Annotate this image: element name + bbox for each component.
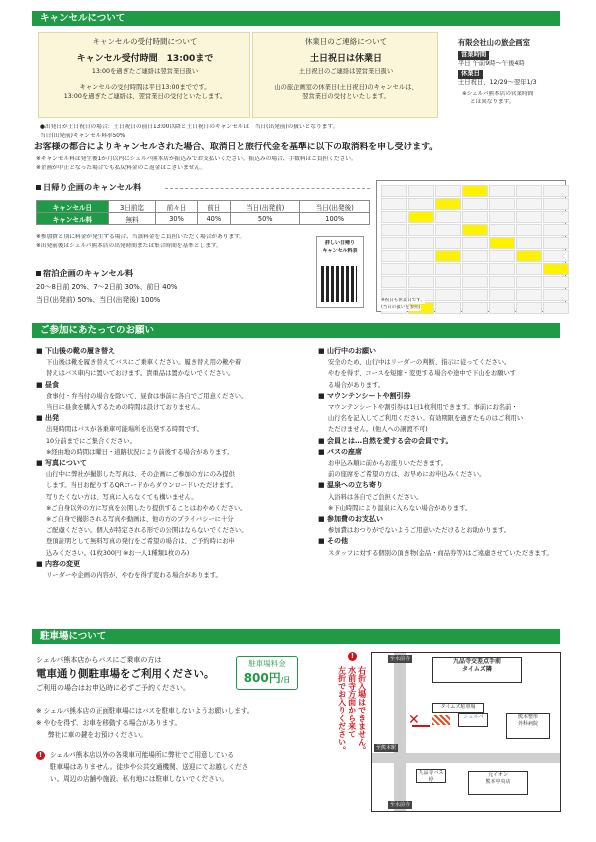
road-label-bottom: 至水前寺 bbox=[390, 802, 411, 808]
notice-item-line: 入浴料は各自でご負担ください。 bbox=[328, 493, 423, 501]
parking-fee-unit: /日 bbox=[280, 676, 291, 684]
calendar-cell bbox=[543, 211, 569, 223]
fee-header-0: キャンセル日 bbox=[37, 201, 109, 213]
road-vertical bbox=[394, 653, 406, 811]
road-label-top: 至水前寺 bbox=[390, 656, 411, 662]
day-trip-title-text: 日帰り企画のキャンセル料 bbox=[43, 182, 142, 192]
notice-item-title: ■ 会員とは…自然を愛する会の会員です。 bbox=[318, 436, 453, 445]
closed-days: 土日祝日、12/29〜翌年1/3 bbox=[458, 79, 537, 86]
aeon-line2: 熊本中央店 bbox=[485, 778, 511, 785]
notice-item-line: ※ご自身以外の方に写真を公開したり提供することはおやめください。 bbox=[46, 504, 247, 512]
calendar-cell bbox=[435, 263, 461, 275]
notice-item-line: 安全のため、山行中はリーダーの判断、指示に従ってください。 bbox=[328, 359, 511, 367]
parking-section-header: 駐車場について bbox=[32, 629, 560, 644]
calendar-cell bbox=[462, 185, 488, 197]
map-note-1: 右折入場はできません。 bbox=[357, 666, 367, 754]
calendar-cell bbox=[435, 211, 461, 223]
fee-value-2: 40% bbox=[197, 213, 230, 225]
calendar-cell bbox=[516, 198, 542, 210]
calendar-cell bbox=[381, 211, 407, 223]
parking-fee-line bbox=[237, 670, 297, 686]
calendar-cell bbox=[462, 198, 488, 210]
calendar-note1: ※祝日も休業日です。 bbox=[381, 298, 425, 303]
holiday-box bbox=[252, 32, 438, 118]
calendar-cell bbox=[516, 302, 542, 314]
arrow-mark bbox=[412, 725, 430, 727]
holiday-main: 土日祝日は休業日 bbox=[309, 54, 382, 64]
notice-item-title: ■ 参加費のお支払い bbox=[318, 515, 384, 524]
calendar-cell bbox=[408, 237, 434, 249]
calendar-cell bbox=[543, 302, 569, 314]
notice-item-line: 登頂証明として無料写真の発行をご希望の場合は、ご予約時にお申 bbox=[46, 538, 235, 546]
reception-title: キャンセルの受付時間について bbox=[92, 37, 198, 46]
departure-note1: ●出発日が土日祝日の場合：土日祝日の前日13:00以降と土日祝日のキャンセルは 当日(出発前)の扱いとなります。 bbox=[40, 124, 339, 130]
notice-item-line: 出発時間はバスが各乗車可能場所を出発する時間です。 bbox=[46, 426, 203, 434]
holiday-sub: 土日祝日のご連絡は翌営業日扱い bbox=[298, 68, 394, 75]
day-trip-fee-table bbox=[36, 200, 370, 225]
warn-line3: い。周辺の店舗や施設、私有地には駐車しないでください。 bbox=[50, 775, 229, 783]
notice-item-title: ■ 昼食 bbox=[36, 380, 60, 389]
warn-line2: 駐車場はありません。徒歩や公共交通機関、送迎にてお越しくださ bbox=[50, 763, 249, 771]
notice-item-line: 替えはバス車内に置いておけます。貴重品は置かないでください。 bbox=[46, 370, 235, 378]
notice-right-column bbox=[318, 346, 563, 616]
notice-item-line: ※経由地の時間は曜日・道路状況により前後する場合があります。 bbox=[46, 448, 234, 456]
calendar-cell bbox=[516, 289, 542, 301]
calendar-cell bbox=[489, 302, 515, 314]
reception-note2: 13:00を過ぎたご連絡は、翌営業日の受付といたします。 bbox=[63, 93, 227, 100]
calendar-cell bbox=[489, 250, 515, 262]
calendar-cell bbox=[489, 237, 515, 249]
parking-note2: ※ やむを得ず、お車を移動する場合があります。 bbox=[36, 719, 182, 727]
lead-note2: ※企画が中止となった場合でも払戻料金のご返金はございません。 bbox=[36, 165, 207, 171]
notice-left-column bbox=[36, 346, 306, 616]
parking-warning bbox=[36, 751, 366, 783]
calendar-cell bbox=[516, 250, 542, 262]
company-info bbox=[452, 36, 562, 126]
calendar-cell bbox=[543, 185, 569, 197]
fee-header-3: 前日 bbox=[197, 201, 230, 213]
notice-item-line: 参加費はおつりがでないようご用意いただけるとお助かります。 bbox=[328, 527, 511, 535]
notice-item-title: ■ マウンテンシートや割引券 bbox=[318, 391, 411, 400]
fee-value-1: 30% bbox=[156, 213, 197, 225]
calendar-cell bbox=[408, 185, 434, 197]
notice-item-line: 写りたくない方は、写真に入らなくても構いません。 bbox=[46, 493, 198, 501]
calendar-cell bbox=[381, 224, 407, 236]
notice-item-line: します。当日お配りするQRコードからダウンロードいただけます。 bbox=[46, 482, 237, 490]
calendar-cell bbox=[543, 198, 569, 210]
calendar-cell bbox=[516, 185, 542, 197]
parking-main: 電車通り側駐車場をご利用ください。 bbox=[36, 668, 215, 680]
notice-item-line: 下山後は靴を履き替えてバスにご乗車ください。履き替え用の靴や着 bbox=[46, 359, 242, 367]
reception-main: キャンセル受付時間 13:00まで bbox=[76, 54, 214, 64]
company-note2: とは異なります。 bbox=[470, 99, 515, 105]
parking-note1: ※ シェルパ熊本店の正面駐車場にはバスを駐車しないようお願いします。 bbox=[36, 707, 254, 715]
callout-line2: タイムズ隣 bbox=[462, 665, 492, 673]
parking-map bbox=[371, 652, 561, 812]
company-name: 有限会社山の旅企画室 bbox=[458, 38, 530, 47]
parking-fee: 800円 bbox=[243, 671, 281, 685]
departure-note2: 当日(出発前)キャンセル料率50% bbox=[40, 133, 126, 139]
calendar-cell bbox=[543, 224, 569, 236]
stay-line2: 当日(出発前) 50%、当日(出発後) 100% bbox=[36, 296, 161, 304]
notice-section-header: ご参加にあたってのお願い bbox=[32, 323, 560, 338]
lead-note1: ※キャンセル料は発生後1か月以内にシェルパ熊本店か振込みでお支払いください。振込みの場合、手数料はご負担ください。 bbox=[36, 156, 357, 162]
calendar-cell bbox=[543, 276, 569, 288]
calendar-cell bbox=[489, 224, 515, 236]
holiday-title: 休業日のご連絡について bbox=[304, 37, 388, 46]
notice-item-line: リーダーや企画の内容が、やむを得ず変わる場合があります。 bbox=[46, 572, 222, 580]
calendar-cell bbox=[408, 224, 434, 236]
calendar-cell bbox=[435, 289, 461, 301]
warning-icon: ! bbox=[36, 751, 45, 760]
calendar-cell bbox=[435, 276, 461, 288]
calendar-cell bbox=[516, 224, 542, 236]
map-note bbox=[336, 652, 370, 812]
parking-line3: ご利用の場合はお申込時に必ずご予約ください。 bbox=[36, 684, 190, 692]
calendar-cell bbox=[435, 185, 461, 197]
shelpa-store: シェルパ bbox=[458, 713, 488, 727]
notice-item-title: ■ 内容の変更 bbox=[36, 559, 81, 568]
hours-label: 営業時間 bbox=[458, 51, 489, 60]
fee-header-2: 前々日 bbox=[156, 201, 197, 213]
closed-label: 休業日 bbox=[458, 70, 483, 79]
calendar-grid bbox=[381, 185, 569, 314]
fee-value-4: 100% bbox=[300, 213, 370, 225]
calendar-cell bbox=[381, 263, 407, 275]
calendar-cell bbox=[489, 185, 515, 197]
calendar-cell bbox=[435, 250, 461, 262]
holiday-note2: 翌営業日の受付といたします。 bbox=[302, 93, 390, 100]
calendar-cell bbox=[489, 198, 515, 210]
calendar-cell bbox=[408, 263, 434, 275]
fee-value-3: 50% bbox=[230, 213, 299, 225]
aeon-line1: 元イオン bbox=[488, 772, 508, 778]
map-note-3: 左折でお入りください。 bbox=[337, 666, 347, 754]
notice-item-line: マウンテンシートや割引券は1日1枚利用できます。事前にお名前・ bbox=[328, 404, 518, 412]
notice-item-line: やむを得ず、コースを短縮・変更する場合や途中で下山をお願いす bbox=[328, 370, 517, 378]
notice-item-line: 食事付・弁当付の場合を除いて、昼食は事前に各自でご用意ください。 bbox=[46, 392, 248, 400]
stay-title-text: 宿泊企画のキャンセル料 bbox=[43, 268, 134, 278]
calendar-cell bbox=[408, 198, 434, 210]
day-trip-divider bbox=[165, 188, 370, 189]
reception-time-box bbox=[38, 32, 250, 118]
calendar-cell bbox=[408, 211, 434, 223]
notice-item-line: ※下山時間により温泉に入らない場合があります。 bbox=[328, 504, 472, 512]
warn-line1: シェルパ熊本店以外の各乗車可能場所に弊社でご用意している bbox=[50, 751, 235, 759]
notice-item-title: ■ 写真について bbox=[36, 459, 87, 468]
map-note-2: 水前寺方面から来て bbox=[347, 666, 357, 738]
notice-item-line: 当日に昼食を購入するための時間は設けておりません。 bbox=[46, 404, 204, 412]
qr-code[interactable] bbox=[321, 266, 357, 302]
notice-item-line: お申込み順に前からお座りいただきます。 bbox=[328, 460, 448, 468]
notice-item-title: ■ バスの座席 bbox=[318, 447, 363, 456]
calendar-cell bbox=[516, 263, 542, 275]
notice-item-title: ■ 出発 bbox=[36, 414, 60, 423]
stay-title bbox=[36, 268, 133, 279]
hours: 平日 午前9時〜午後4時 bbox=[458, 60, 525, 67]
hospital bbox=[506, 713, 550, 739]
parking-line1: シェルパ熊本店からバスにご乗車の方は bbox=[36, 656, 162, 664]
parking-fee-label: 駐車場料金 bbox=[248, 659, 286, 668]
fee-header-1: 3日前迄 bbox=[108, 201, 156, 213]
calendar-cell bbox=[408, 250, 434, 262]
calendar-cell bbox=[435, 198, 461, 210]
notice-item-line: ※ご自身で撮影される写真や動画は、他の方のプライバシーに十分 bbox=[46, 516, 234, 524]
calendar-cell bbox=[381, 276, 407, 288]
calendar-cell bbox=[516, 211, 542, 223]
holiday-note1: 山の旅企画室の休業日(土日祝日)のキャンセルは、 bbox=[274, 84, 418, 91]
notice-item-line: る場合があります。 bbox=[328, 381, 385, 389]
calendar-cell bbox=[381, 198, 407, 210]
calendar-cell bbox=[489, 289, 515, 301]
calendar-cell bbox=[381, 185, 407, 197]
calendar-cell bbox=[489, 263, 515, 275]
calendar-cell bbox=[543, 289, 569, 301]
aeon-store bbox=[468, 771, 528, 795]
calendar-cell bbox=[381, 250, 407, 262]
calendar-cell bbox=[462, 237, 488, 249]
reception-note1: キャンセルの受付時間は平日13:00までです。 bbox=[79, 84, 211, 91]
qr-label2: キャンセル料表 bbox=[322, 248, 358, 254]
calendar-cell bbox=[462, 276, 488, 288]
cancel-section-header: キャンセルについて bbox=[32, 11, 560, 26]
bus-stop: 九品寺バス停 bbox=[416, 769, 446, 783]
day-trip-title bbox=[36, 182, 141, 193]
road-horizontal bbox=[372, 753, 560, 763]
calendar-cell bbox=[462, 224, 488, 236]
calendar-cell bbox=[462, 250, 488, 262]
calendar-cell bbox=[489, 276, 515, 288]
stay-line1: 20〜8日前 20%、7〜2日前 30%、前日 40% bbox=[36, 283, 178, 291]
notice-item-line: 山行中に弊社が撮影した写真は、その企画にご参加の方にのみ提供 bbox=[46, 471, 235, 479]
hospital-line1: 熊本整形 bbox=[517, 714, 538, 720]
notice-item-title: ■ 温泉への立ち寄り bbox=[318, 481, 384, 490]
fee-row-label: キャンセル料 bbox=[37, 213, 109, 225]
parking-fee-box bbox=[236, 656, 298, 690]
calendar-cell bbox=[408, 276, 434, 288]
calendar-cell bbox=[435, 237, 461, 249]
notice-item-title: ■ その他 bbox=[318, 537, 349, 546]
times-parking: タイムズ駐車場 bbox=[432, 703, 484, 713]
calendar-cell bbox=[462, 263, 488, 275]
cross-mark: ✕ bbox=[408, 712, 420, 728]
notice-item-line: ご配慮ください。個人が特定される形での公開はならないでください。 bbox=[46, 527, 248, 535]
callout-box bbox=[432, 657, 522, 683]
calendar-cell bbox=[516, 237, 542, 249]
calendar-cell bbox=[489, 211, 515, 223]
day-trip-note2: ※出発前後はシェルパ熊本店の出発時間または集合時間を基準とします。 bbox=[36, 243, 222, 249]
calendar-cell bbox=[543, 237, 569, 249]
map-warning-icon: ! bbox=[348, 652, 357, 661]
fee-header-4: 当日(出発前) bbox=[230, 201, 299, 213]
hospital-line2: 外科病院 bbox=[517, 720, 538, 727]
notice-item-line: 山行名を記入してご利用ください。有効期限を過ぎたものはご利用い bbox=[328, 415, 524, 423]
fee-header-5: 当日(出発後) bbox=[300, 201, 370, 213]
calendar-cell bbox=[435, 302, 461, 314]
parking-note3: 弊社に車の鍵をお預けください。 bbox=[48, 731, 147, 739]
day-trip-note1: ※参加費と別に料金が発生する場合、当該料金をご負担いただく場合があります。 bbox=[36, 234, 246, 240]
calendar-note2: (当日の扱いを参照) bbox=[381, 305, 421, 310]
cancel-calendar bbox=[376, 180, 566, 312]
parking-lot bbox=[432, 715, 450, 725]
calendar-cell bbox=[462, 289, 488, 301]
callout-line1: 九品寺交差点手前 bbox=[452, 658, 501, 665]
calendar-cell bbox=[435, 224, 461, 236]
notice-item-line: 込みください。(1枚300円 ※お一人1種類1枚のみ) bbox=[46, 549, 190, 557]
notice-item-title: ■ 下山後の靴の履き替え bbox=[36, 347, 116, 355]
reception-sub: 13:00を過ぎたご連絡は翌営業日扱い bbox=[91, 68, 199, 75]
calendar-cell bbox=[516, 276, 542, 288]
qr-label1: 詳しい日帰り bbox=[324, 240, 355, 246]
calendar-cell bbox=[543, 250, 569, 262]
notice-item-line: スタッフに対する個別の頂き物(金品・商品券等)はご遠慮させていただきます。 bbox=[328, 549, 553, 557]
calendar-cell bbox=[462, 211, 488, 223]
notice-item-line: ただけません。(他人への譲渡不可) bbox=[328, 426, 428, 434]
calendar-cell bbox=[462, 302, 488, 314]
notice-item-title: ■ 山行中のお願い bbox=[318, 347, 377, 355]
cancel-lead: お客様の都合によりキャンセルされた場合、取消日と旅行代金を基準に以下の取消料を申し受けます。 bbox=[34, 142, 438, 152]
fee-value-0: 無料 bbox=[108, 213, 156, 225]
calendar-cell bbox=[543, 263, 569, 275]
notice-item-line: 前の座席をご希望の方は、お早めにお申込みください。 bbox=[328, 471, 486, 479]
company-note1: ※シェルパ熊本店の営業時間 bbox=[462, 91, 534, 97]
calendar-cell bbox=[381, 237, 407, 249]
notice-item-line: 10分前までにご集合ください。 bbox=[46, 437, 136, 445]
road-label-left: 至熊本駅 bbox=[376, 745, 397, 751]
